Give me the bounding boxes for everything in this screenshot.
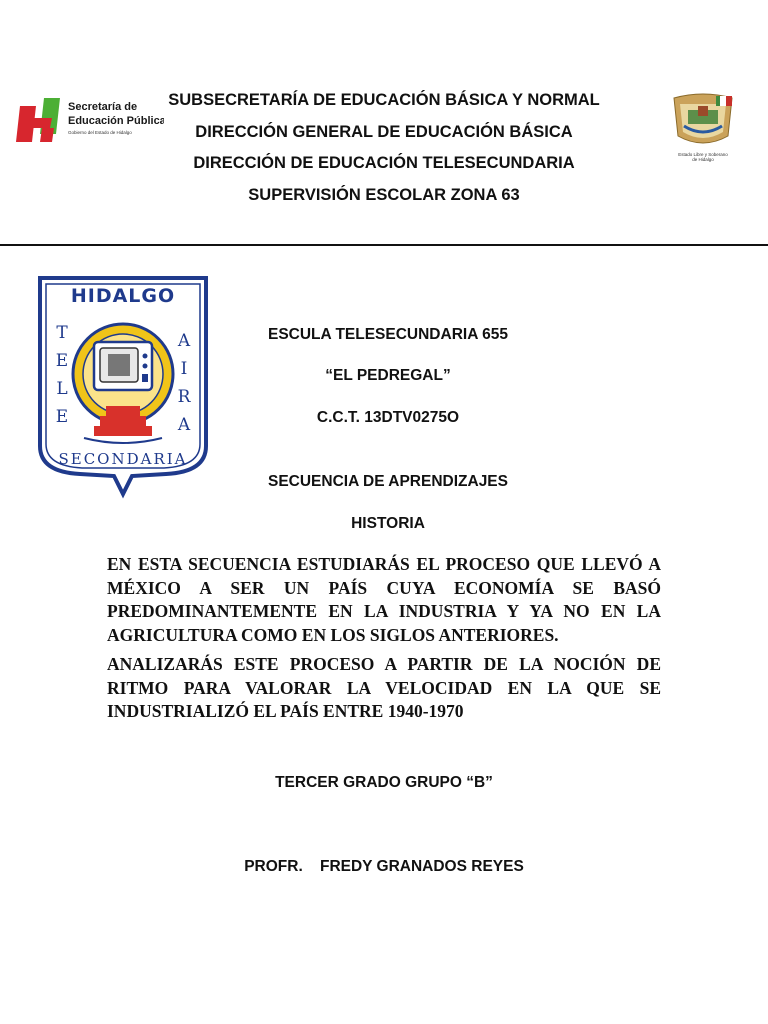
- tele-letter-2: E: [55, 351, 69, 371]
- tele-letter-3: L: [56, 379, 68, 399]
- teacher-name: PROFR. FREDY GRANADOS REYES: [244, 858, 524, 875]
- coat-caption-1: Estado Libre y Soberano: [678, 152, 728, 157]
- intro-paragraph-1: EN ESTA SECUENCIA ESTUDIARÁS EL PROCESO QUE LLEVÓ A MÉXICO A SER UN PAÍS CUYA ECONOMÍA SE BASÓ PREDOMINANTEMENTE EN LA INDUSTRIA Y YA NO EN LA AGRICULTURA COMO EN LOS SIGLOS ANTERIORES.: [107, 554, 661, 645]
- school-logo: [36, 276, 210, 500]
- aria-letter-2: I: [180, 359, 188, 379]
- subject-title: HISTORIA: [351, 515, 425, 532]
- header-line-2: DIRECCIÓN GENERAL DE EDUCACIÓN BÁSICA: [195, 123, 573, 141]
- sep-title-1: Secretaría de: [68, 101, 138, 113]
- aria-letter-4: A: [177, 415, 191, 435]
- aria-letter-3: R: [177, 387, 191, 407]
- hidalgo-text: HIDALGO: [70, 285, 176, 307]
- tele-letter-4: E: [55, 407, 69, 427]
- grade-group: TERCER GRADO GRUPO “B”: [275, 774, 493, 791]
- secondaria-text: SECONDARIA: [58, 450, 188, 468]
- coat-of-arms-icon: [668, 92, 738, 152]
- header-divider: [0, 244, 768, 246]
- state-coat-of-arms: [668, 92, 738, 168]
- coat-caption-2: de Hidalgo: [692, 157, 714, 162]
- school-nickname: “EL PEDREGAL”: [325, 367, 451, 384]
- header-line-3: DIRECCIÓN DE EDUCACIÓN TELESECUNDARIA: [193, 154, 575, 172]
- sep-subtitle: Gobierno del Estado de Hidalgo: [68, 130, 132, 135]
- intro-paragraph-2: ANALIZARÁS ESTE PROCESO A PARTIR DE LA NOCIÓN DE RITMO PARA VALORAR LA VELOCIDAD EN LA QUE SE INDUSTRIALIZÓ EL PAÍS ENTRE 1940-1970: [107, 654, 661, 721]
- school-cct: C.C.T. 13DTV0275O: [316, 409, 460, 426]
- telesecundaria-shield-icon: [36, 276, 210, 500]
- aria-letter-1: A: [177, 331, 191, 351]
- coat-of-arms-caption: [668, 152, 738, 162]
- sequence-title: SECUENCIA DE APRENDIZAJES: [267, 473, 508, 490]
- sep-title-2: Educación Pública: [68, 115, 164, 127]
- tele-letter-1: T: [56, 323, 68, 343]
- header-line-1: SUBSECRETARÍA DE EDUCACIÓN BÁSICA Y NORMAL: [168, 91, 600, 109]
- header-line-4: SUPERVISIÓN ESCOLAR ZONA 63: [248, 186, 520, 204]
- school-name: ESCULA TELESECUNDARIA 655: [267, 326, 508, 343]
